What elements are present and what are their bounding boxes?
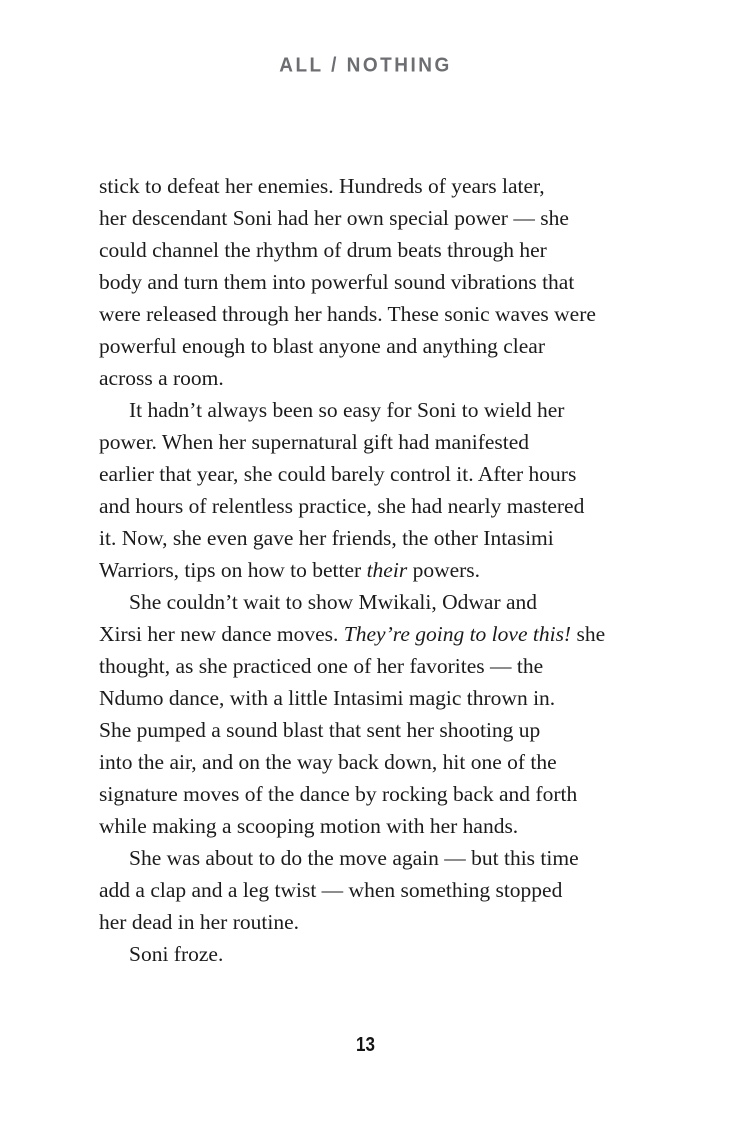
text-segment: Ndumo dance, with a little Intasimi magic thrown in. — [99, 686, 556, 710]
text-segment: signature moves of the dance by rocking back and forth — [99, 782, 578, 806]
text-line — [99, 746, 659, 778]
text-segment: stick to defeat her enemies. Hundreds of years later, — [99, 174, 545, 198]
body-text — [99, 170, 659, 970]
text-line — [99, 234, 659, 266]
paragraph — [99, 938, 659, 970]
text-segment: could channel the rhythm of drum beats through her — [99, 238, 547, 262]
text-segment: powers. — [407, 558, 481, 582]
text-segment: body and turn them into powerful sound vibrations that — [99, 270, 575, 294]
text-line — [99, 906, 659, 938]
paragraph — [99, 586, 659, 842]
text-line — [99, 554, 659, 586]
text-segment: Warriors, tips on how to better — [99, 558, 367, 582]
text-line — [99, 170, 659, 202]
text-line — [99, 330, 659, 362]
text-line — [99, 618, 659, 650]
text-line — [99, 266, 659, 298]
text-segment: her dead in her routine. — [99, 910, 299, 934]
text-segment: Soni froze. — [129, 942, 224, 966]
running-header: ALL / NOTHING — [279, 54, 452, 77]
text-line — [99, 874, 659, 906]
text-segment: while making a scooping motion with her hands. — [99, 814, 519, 838]
text-segment: her descendant Soni had her own special power — she — [99, 206, 569, 230]
text-line — [99, 586, 659, 618]
paragraph — [99, 394, 659, 586]
text-line — [99, 714, 659, 746]
text-line — [99, 426, 659, 458]
text-segment: it. Now, she even gave her friends, the other Intasimi — [99, 526, 554, 550]
text-line — [99, 394, 659, 426]
text-segment: power. When her supernatural gift had manifested — [99, 430, 530, 454]
italic-text-segment: They’re going to love this! — [343, 622, 572, 646]
text-line — [99, 938, 659, 970]
text-line — [99, 490, 659, 522]
text-segment: across a room. — [99, 366, 224, 390]
text-segment: powerful enough to blast anyone and anything clear — [99, 334, 545, 358]
text-line — [99, 298, 659, 330]
text-segment: into the air, and on the way back down, hit one of the — [99, 750, 557, 774]
text-segment: She pumped a sound blast that sent her shooting up — [99, 718, 541, 742]
text-line — [99, 522, 659, 554]
text-segment: thought, as she practiced one of her favorites — the — [99, 654, 544, 678]
text-line — [99, 682, 659, 714]
text-line — [99, 362, 659, 394]
text-line — [99, 650, 659, 682]
page-number: 13 — [356, 1034, 375, 1056]
text-segment: were released through her hands. These sonic waves were — [99, 302, 596, 326]
text-segment: add a clap and a leg twist — when something stopped — [99, 878, 563, 902]
paragraph — [99, 842, 659, 938]
text-line — [99, 458, 659, 490]
text-segment: earlier that year, she could barely control it. After hours — [99, 462, 577, 486]
text-segment: she — [571, 622, 606, 646]
text-line — [99, 778, 659, 810]
text-line — [99, 810, 659, 842]
text-segment: She couldn’t wait to show Mwikali, Odwar and — [129, 590, 538, 614]
text-line — [99, 842, 659, 874]
text-segment: It hadn’t always been so easy for Soni to wield her — [129, 398, 565, 422]
italic-text-segment: their — [366, 558, 408, 582]
text-segment: Xirsi her new dance moves. — [99, 622, 344, 646]
text-segment: and hours of relentless practice, she had nearly mastered — [99, 494, 585, 518]
text-line — [99, 202, 659, 234]
text-segment: She was about to do the move again — but this time — [129, 846, 579, 870]
paragraph — [99, 170, 659, 394]
